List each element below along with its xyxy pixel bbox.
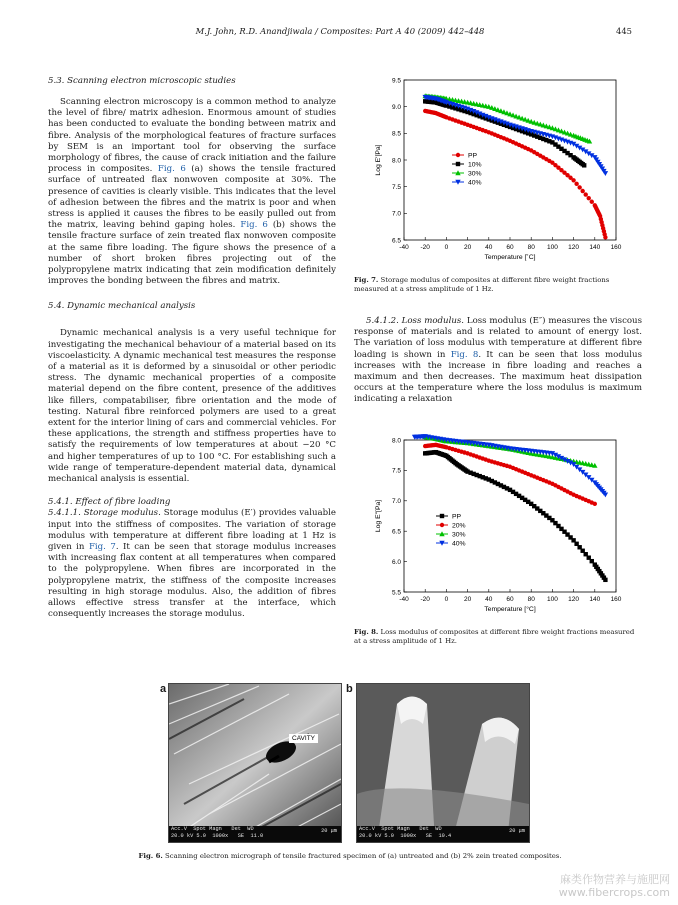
x-tick-label: 160 [610,596,622,603]
text-run: Storage modulus (E′) provides valuable input into the stiffness of composites. The variation of storage modulus with temperature at different fibre loading at 1 Hz is given in [48,508,336,552]
x-tick-label: -40 [399,244,409,251]
y-tick-label: 9.5 [391,77,401,85]
y-axis-label: Log E'[Pa] [375,144,382,176]
legend-label: 40% [468,179,482,187]
caption-label: Fig. 8. [354,628,379,636]
legend-label: 20% [452,522,466,530]
sem-texture-b [357,684,529,842]
y-tick-label: 7.0 [391,210,401,218]
section-5-4-1-2-heading: 5.4.1.2. Loss modulus. [366,316,464,326]
legend-label: PP [468,152,478,160]
x-tick-label: 0 [444,244,449,251]
data-point [603,578,607,582]
sem-info-bar-a [169,826,341,842]
figure-6-link[interactable]: Fig. 6 [157,164,186,175]
panel-b-letter: b [346,683,353,695]
y-tick-label: 9.0 [391,103,401,111]
cavity-label: CAVITY [289,734,318,743]
x-tick-label: 140 [589,596,601,603]
x-tick-label: 60 [506,596,514,603]
legend-label: 30% [452,531,466,539]
caption-text: Storage modulus of composites at different fibre weight fractions measured at a stress amplitude of 1 Hz. [354,276,610,293]
figure-6-caption [120,852,580,861]
data-point [593,502,597,506]
data-point [603,235,607,239]
page-number: 445 [616,26,632,36]
legend-label: PP [452,513,462,521]
watermark [559,873,670,899]
x-tick-label: 120 [568,596,580,603]
watermark-line-1: 麻类作物营养与施肥网 [560,873,670,886]
figure-7-caption [354,276,638,294]
x-tick-label: 40 [485,244,493,251]
x-tick-label: 140 [589,244,601,251]
sem-image-b [356,683,530,843]
y-tick-label: 8.0 [391,157,401,165]
section-5-3-paragraph [48,97,336,287]
x-tick-label: 60 [506,244,514,251]
data-point [603,171,608,176]
chart-legend [452,152,482,186]
series-20pct [423,443,597,506]
text-run: (b) shows the tensile fracture surface of zein treated flax nonwoven composite at the same fibre loading. The figure shows the presence of a number of short broken fibres projecting out of the polypropylene matrix indicating that zein modification definitely improves the bonding between the fibres and matrix. [48,220,336,287]
x-tick-label: 80 [527,244,535,251]
x-tick-label: 20 [463,244,472,251]
y-axis-label: Log E"[Pa] [375,499,382,533]
legend-marker [456,162,460,166]
text-run: . It can be seen that loss modulus increases with the increase in fibre loading and reaches a maximum and then decreases. The maximum heat dissipation occurs at the temperature where the loss modulus is maximum indicating a relaxation [354,349,642,405]
legend-label: 40% [452,540,466,548]
data-point [580,189,584,193]
sem-info-bar-b [357,826,529,842]
y-tick-label: 7.0 [391,498,401,506]
data-point [590,200,594,204]
y-tick-label: 6.0 [391,558,401,566]
caption-text: Loss modulus of composites at different fibre weight fractions measured at a stress amplitude of 1 Hz. [354,628,635,645]
y-tick-label: 7.5 [391,183,401,191]
figure-6-link[interactable]: Fig. 6 [240,220,268,231]
x-tick-label: -40 [399,596,409,603]
chart-legend [436,513,466,547]
watermark-line-2: www.fibercrops.com [558,886,670,899]
caption-label: Fig. 6. [138,852,163,860]
x-tick-label: 20 [463,596,472,603]
y-tick-label: 5.5 [391,589,401,597]
data-point [571,178,575,182]
running-header: M.J. John, R.D. Anandjiwala / Composites: Part A 40 (2009) 442–448 [195,26,485,36]
sem-info-b: Acc.V Spot Magn Det WD 20.0 kV 5.0 1000x SE 10.4 [359,826,452,839]
x-tick-label: 160 [610,244,622,251]
y-tick-label: 6.5 [391,528,401,536]
section-5-4-1-2-block [354,316,642,406]
y-tick-label: 7.5 [391,467,401,475]
sem-info-a: Acc.V Spot Magn Det WD 20.0 kV 5.0 1000x SE 11.0 [171,826,264,839]
sem-image-a [168,683,342,843]
section-5-4-1-1-heading: 5.4.1.1. Storage modulus. [48,508,161,519]
x-tick-label: 100 [546,244,558,251]
legend-label: 30% [468,170,482,178]
x-tick-label: 100 [546,596,558,603]
data-point [582,163,586,167]
x-tick-label: -20 [420,244,430,251]
data-point [584,192,588,196]
figure-8-caption [354,628,638,646]
legend-marker [456,153,460,157]
x-tick-label: 40 [485,596,493,603]
y-tick-label: 6.5 [391,237,401,245]
figure-7-chart [352,70,634,268]
section-5-4-1-1-paragraph [48,508,336,620]
data-point [587,196,591,200]
section-5-4-heading: 5.4. Dynamic mechanical analysis [48,301,196,312]
y-tick-label: 8.0 [391,437,401,445]
x-tick-label: -20 [420,596,430,603]
x-axis-label: Temperature [°C] [484,606,536,613]
scale-bar-label-a: 20 μm [321,828,337,834]
text-run: Scanning electron microscopy is a common method to analyze the level of fibre/ matrix adhesion. Enormous amount of studies has been conducted to evaluate the bonding between matrix and fibre. Analysis of the morphological features of fracture surfaces by SEM is an important tool for observing the surface morphology of fibres, the cause of crack initiation and the failure process in composites. [48,97,336,175]
data-point [574,182,578,186]
x-tick-label: 0 [444,596,449,603]
x-tick-label: 80 [527,596,535,603]
data-point [577,185,581,189]
caption-text: Scanning electron micrograph of tensile fractured specimen of (a) untreated and (b) 2% zein treated composites. [165,852,562,860]
section-5-4-paragraph: Dynamic mechanical analysis is a very useful technique for investigating the mechanical behaviour of a material based on its viscoelasticity. A dynamic mechanical test measures the response of a material as it is deformed by a sinusoidal or other periodic stress. The dynamic mechanical properties of a composite material depend on the fibre content, presence of the additives like fillers, compatabiliser, fibre orientation and the mode of testing. Natural fibre reinforced polymers are used to a great extent for the interior lining of cars and commercial vehicles. For these applications, the strength and stiffness properties have to satisfy the requirements of low temperatures at about −20 °C and higher temperatures of up to 100 °C. For establishing such a wide range of temperature-dependent material data, dynamical mechanical analysis is essential. [48,328,336,485]
x-axis-label: Temperature [˚C] [484,254,536,261]
legend-marker [440,523,444,527]
x-tick-label: 120 [568,244,580,251]
section-5-3-heading: 5.3. Scanning electron microscopic studies [48,76,236,86]
figure-8-chart [352,432,634,622]
plot-frame [404,440,616,592]
text-run: . It can be seen that storage modulus increases with increasing flax content at all temperatures when compared to the polypropylene. When fibres are incorporated in the polypropylene matrix, the stiffness of the composite increases resulting in high storage modulus. Also, the addition of fibres allows effective stress transfer at the interface, which consequently increases the storage modulus. [48,541,336,620]
legend-label: 10% [468,161,482,169]
section-5-4-1-2-paragraph [354,316,642,406]
section-5-4-1-heading: 5.4.1. Effect of fibre loading [48,497,171,508]
caption-label: Fig. 7. [354,276,379,284]
figure-8-link[interactable]: Fig. 8 [450,349,479,360]
scale-bar-label-b: 20 μm [509,828,525,834]
left-column [48,76,336,620]
y-tick-label: 8.5 [391,130,401,138]
panel-a-letter: a [160,683,167,695]
legend-marker [440,514,444,518]
text-run: Loss modulus (E″) measures the viscous response of materials and is related to amount of energy lost. The variation of loss modulus with temperature at different fibre loading is shown in [354,316,643,360]
text-run: (a) shows the tensile fractured surface of untreated flax nonwoven composite at 30%. The presence of cavities is clearly visible. This indicates that the level of adhesion between the fibres and the matrix is poor and when stress is applied it causes the fibres to be easily pulled out from the matrix, leaving behind gaping holes. [48,164,336,231]
figure-7-link[interactable]: Fig. 7 [88,541,116,552]
sem-texture-a [169,684,341,842]
